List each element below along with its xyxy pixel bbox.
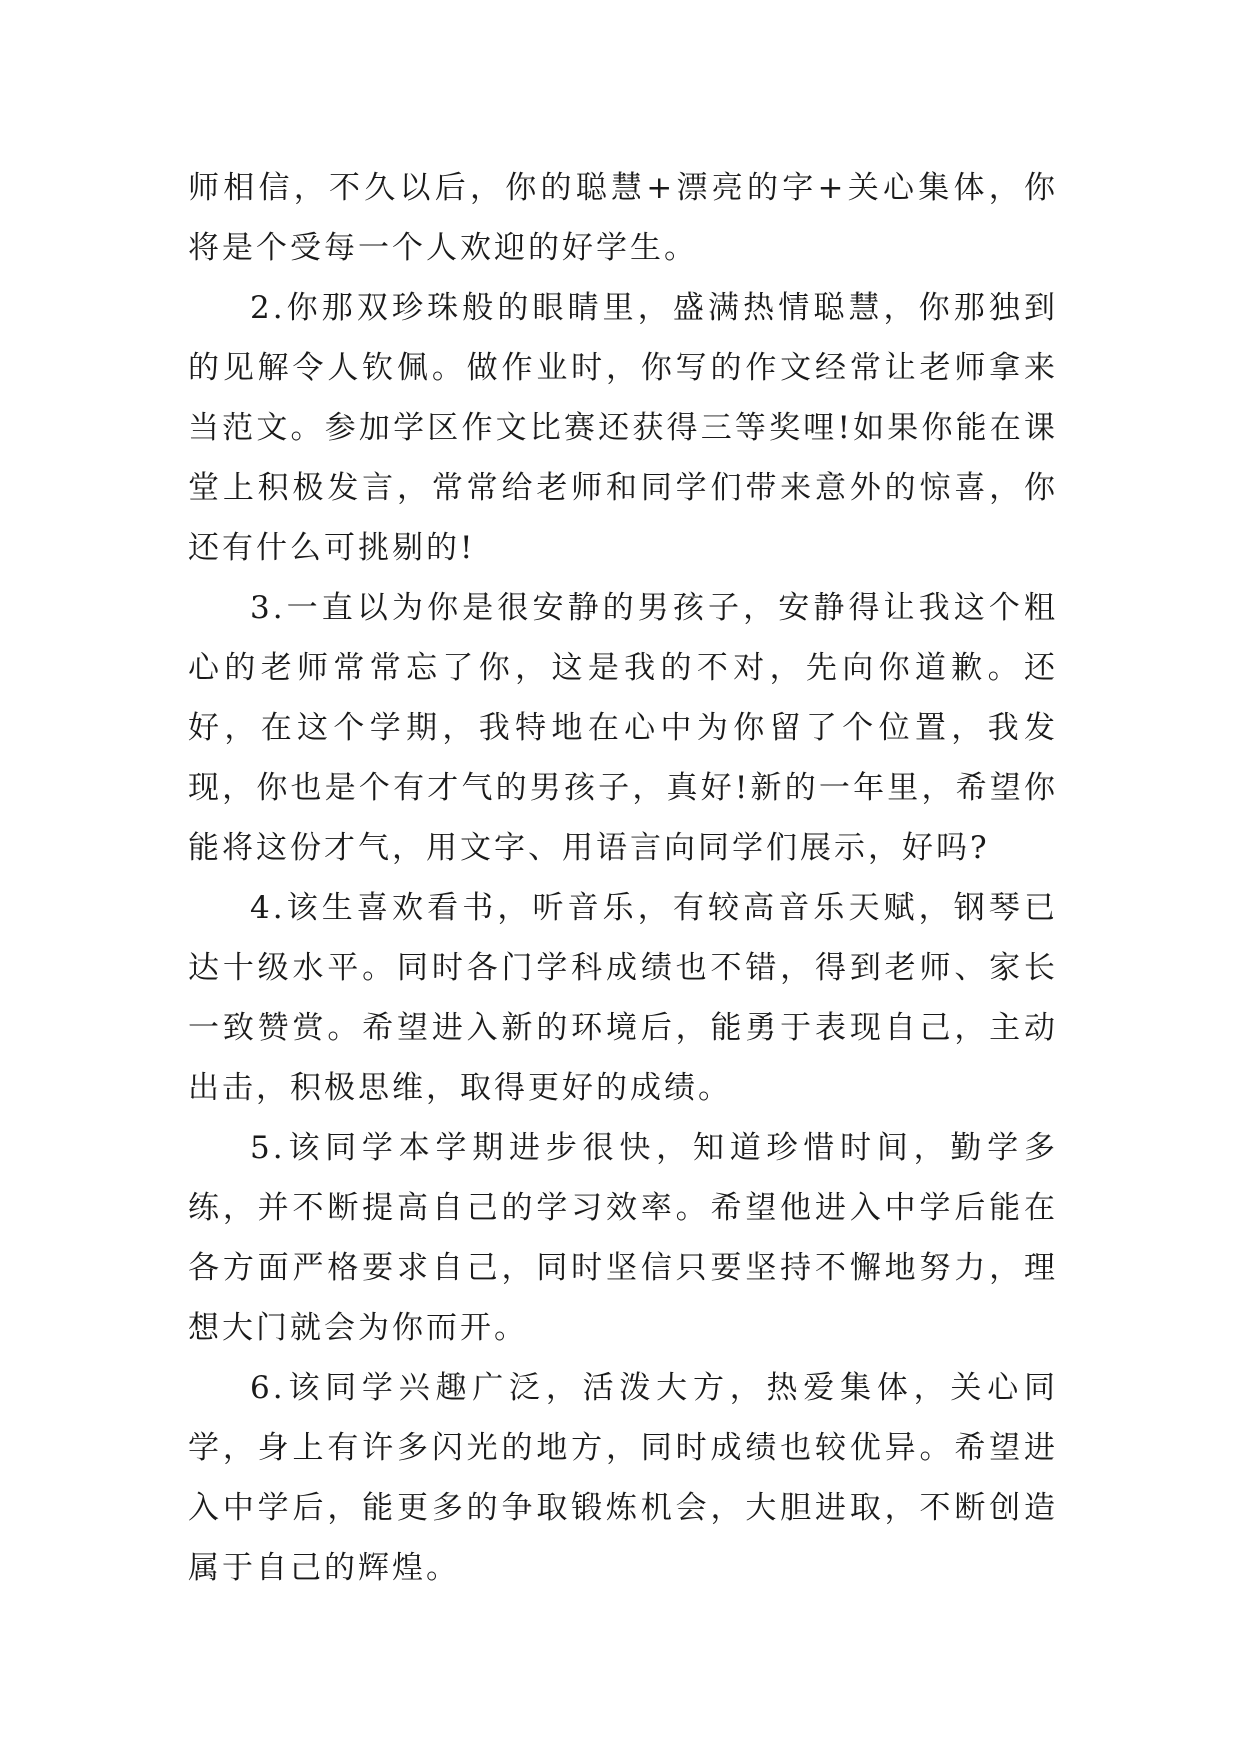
paragraph-comment-4: 4.该生喜欢看书，听音乐，有较高音乐天赋，钢琴已达十级水平。同时各门学科成绩也不错，得到老师、家长一致赞赏。希望进入新的环境后，能勇于表现自己，主动出击，积极思维，取得更好的成绩。 <box>188 890 1058 1106</box>
paragraph-comment-6: 6.该同学兴趣广泛，活泼大方，热爱集体，关心同学，身上有许多闪光的地方，同时成绩也较优异。希望进入中学后，能更多的争取锻炼机会，大胆进取，不断创造属于自己的辉煌。 <box>188 1370 1058 1586</box>
paragraph-continued: 师相信，不久以后，你的聪慧+漂亮的字+关心集体，你将是个受每一个人欢迎的好学生。 <box>188 170 1058 266</box>
document-body <box>188 158 1058 1598</box>
paragraph-comment-2: 2.你那双珍珠般的眼睛里，盛满热情聪慧，你那独到的见解令人钦佩。做作业时，你写的作文经常让老师拿来当范文。参加学区作文比赛还获得三等奖哩!如果你能在课堂上积极发言，常常给老师和同学们带来意外的惊喜，你还有什么可挑剔的! <box>188 290 1058 566</box>
paragraph-comment-3: 3.一直以为你是很安静的男孩子，安静得让我这个粗心的老师常常忘了你，这是我的不对，先向你道歉。还好，在这个学期，我特地在心中为你留了个位置，我发现，你也是个有才气的男孩子，真好!新的一年里，希望你能将这份才气，用文字、用语言向同学们展示，好吗? <box>188 590 1058 866</box>
paragraph-comment-5: 5.该同学本学期进步很快，知道珍惜时间，勤学多练，并不断提高自己的学习效率。希望他进入中学后能在各方面严格要求自己，同时坚信只要坚持不懈地努力，理想大门就会为你而开。 <box>188 1130 1058 1346</box>
